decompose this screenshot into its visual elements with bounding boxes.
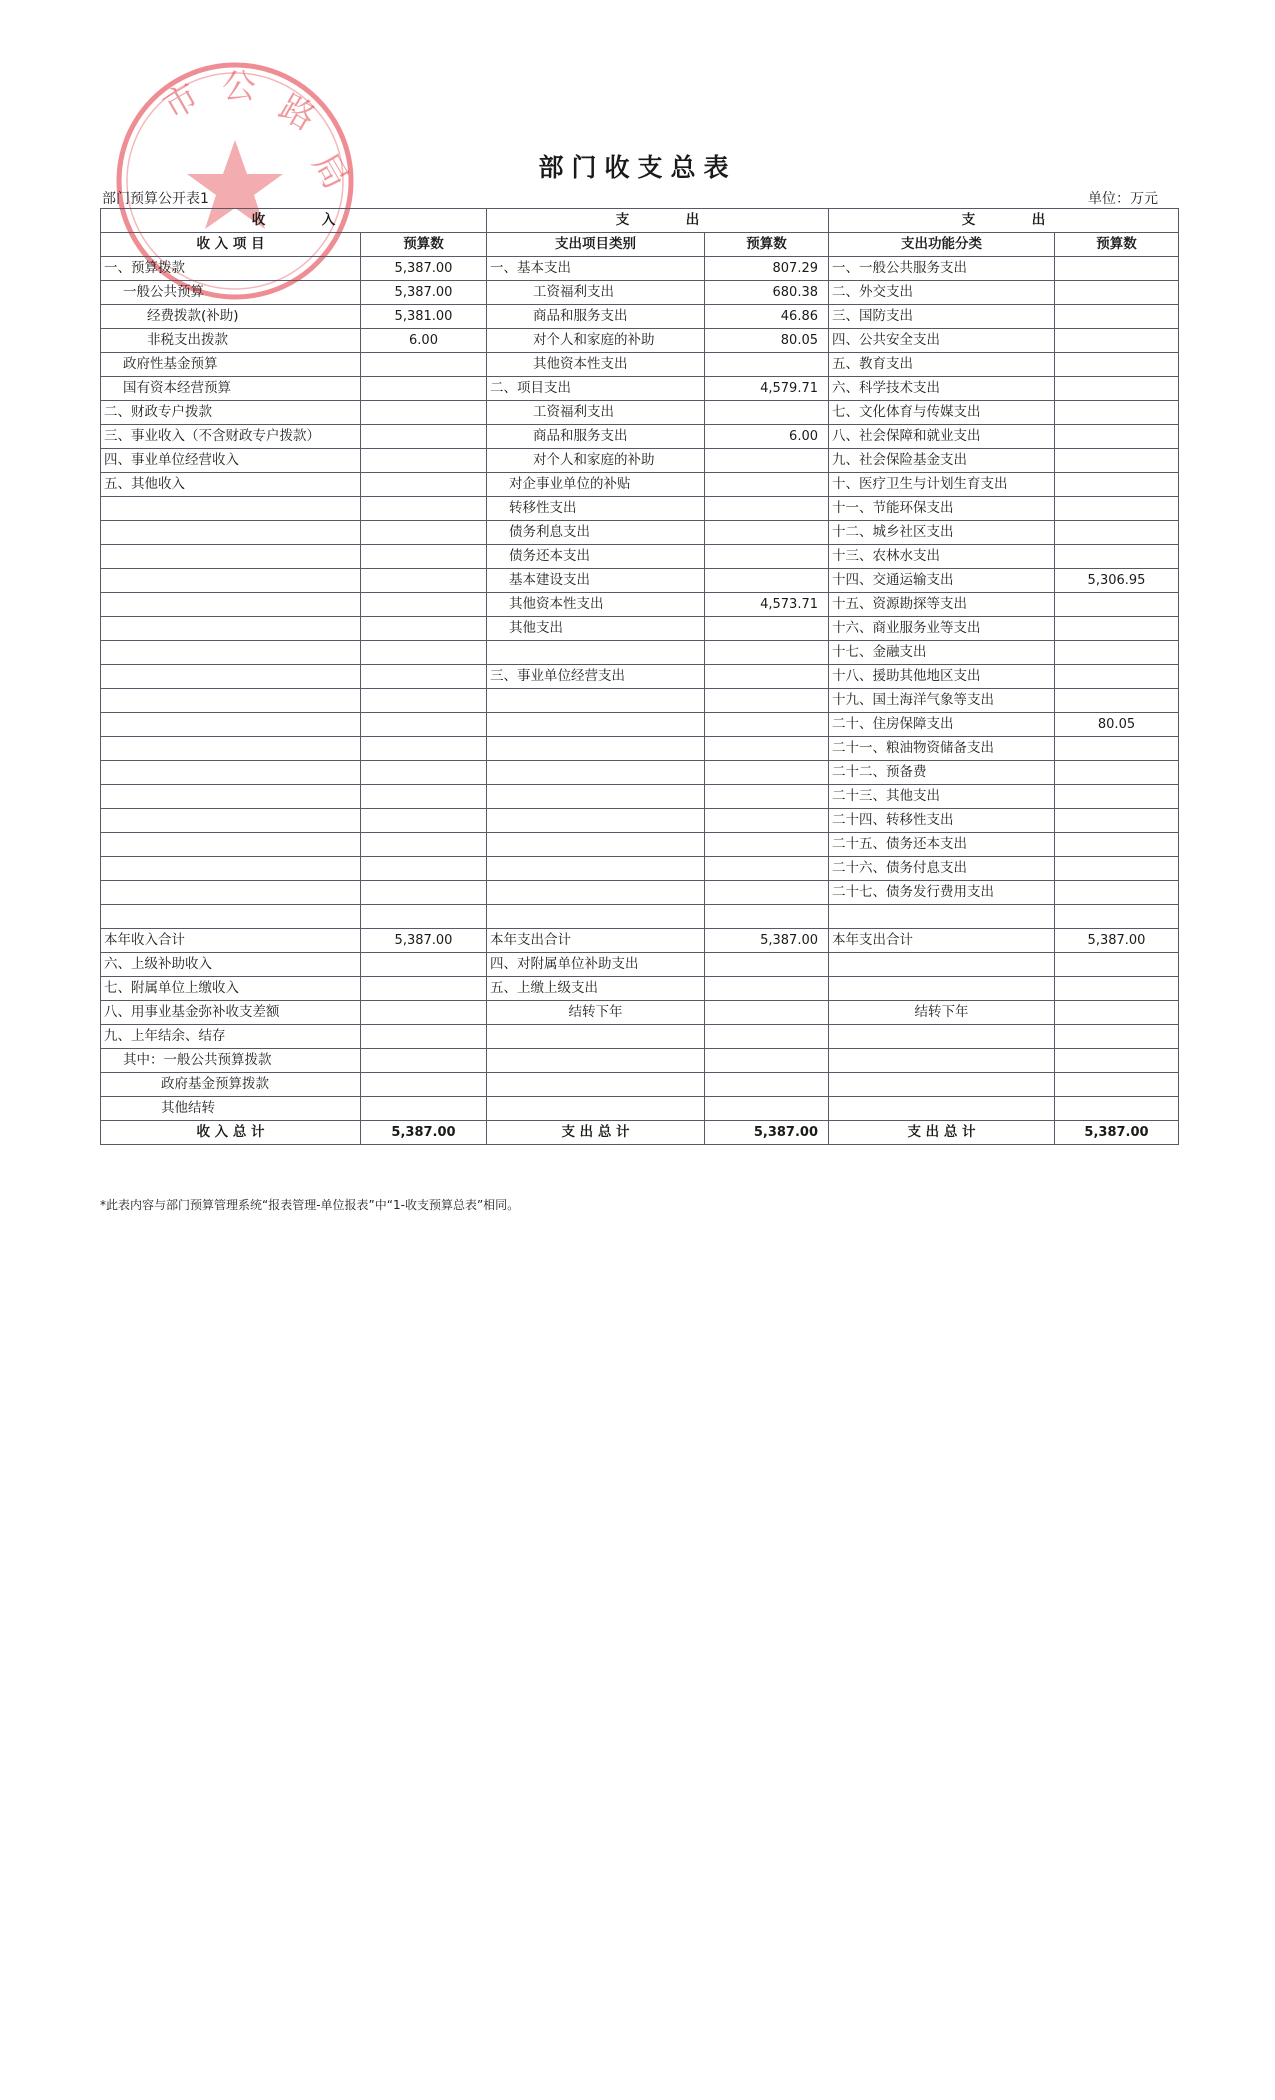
- table-row: [101, 1073, 1179, 1097]
- expense-item-cell: 对个人和家庭的补助: [487, 449, 705, 473]
- function-value-cell: 80.05: [1055, 713, 1179, 737]
- function-item-cell: 六、科学技术支出: [829, 377, 1055, 401]
- function-value-cell: 5,306.95: [1055, 569, 1179, 593]
- income-item-cell: 非税支出拨款: [101, 329, 361, 353]
- expense-item-cell: [487, 761, 705, 785]
- expense-item-cell: 四、对附属单位补助支出: [487, 953, 705, 977]
- income-item-cell: 其他结转: [101, 1097, 361, 1121]
- expense-value-cell: [705, 785, 829, 809]
- income-item-cell: [101, 857, 361, 881]
- table-row: [101, 977, 1179, 1001]
- expense-item-cell: [487, 857, 705, 881]
- income-value-cell: [361, 1097, 487, 1121]
- expense-item-cell: 二、项目支出: [487, 377, 705, 401]
- expense-value-cell: [705, 521, 829, 545]
- income-value-cell: [361, 785, 487, 809]
- expense-budget-header: 预算数: [705, 233, 829, 257]
- income-item-cell: [101, 569, 361, 593]
- table-row: [101, 737, 1179, 761]
- expense-value-cell: 4,579.71: [705, 377, 829, 401]
- table-row: [101, 809, 1179, 833]
- function-value-cell: [1055, 401, 1179, 425]
- income-value-cell: [361, 761, 487, 785]
- expense-item-cell: 工资福利支出: [487, 281, 705, 305]
- function-value-cell: [1055, 353, 1179, 377]
- function-value-cell: [1055, 761, 1179, 785]
- income-item-cell: [101, 761, 361, 785]
- table-row: [101, 401, 1179, 425]
- income-value-cell: [361, 713, 487, 737]
- income-item-cell: 九、上年结余、结存: [101, 1025, 361, 1049]
- table-row: [101, 953, 1179, 977]
- table-row: [101, 761, 1179, 785]
- expense-item-cell: 其他资本性支出: [487, 593, 705, 617]
- expense-value-cell: [705, 1001, 829, 1025]
- function-value-cell: [1055, 833, 1179, 857]
- function-item-cell: 十四、交通运输支出: [829, 569, 1055, 593]
- table-row: [101, 785, 1179, 809]
- function-value-cell: [1055, 857, 1179, 881]
- expense-value-cell: [705, 881, 829, 905]
- function-item-cell: 一、一般公共服务支出: [829, 257, 1055, 281]
- expense-section-header: 支 出: [487, 209, 829, 233]
- function-item-cell: 十、医疗卫生与计划生育支出: [829, 473, 1055, 497]
- function-item-cell: 十六、商业服务业等支出: [829, 617, 1055, 641]
- expense-value-cell: [705, 977, 829, 1001]
- expense-grand-total-value: 5,387.00: [705, 1121, 829, 1145]
- income-item-cell: [101, 641, 361, 665]
- table-row: [101, 305, 1179, 329]
- expense-value-cell: [705, 809, 829, 833]
- expense-value-cell: [705, 353, 829, 377]
- expense-item-cell: 基本建设支出: [487, 569, 705, 593]
- function-year-total-value: 5,387.00: [1055, 929, 1179, 953]
- function-item-cell: 二、外交支出: [829, 281, 1055, 305]
- function-value-cell: [1055, 689, 1179, 713]
- function-value-cell: [1055, 593, 1179, 617]
- expense-item-cell: [487, 1049, 705, 1073]
- income-value-cell: [361, 617, 487, 641]
- table-row: [101, 857, 1179, 881]
- function-item-cell: 十五、资源勘探等支出: [829, 593, 1055, 617]
- function-value-cell: [1055, 1001, 1179, 1025]
- table-row: [101, 377, 1179, 401]
- form-label: 部门预算公开表1: [102, 191, 209, 207]
- income-value-cell: 5,387.00: [361, 257, 487, 281]
- function-value-cell: [1055, 953, 1179, 977]
- function-value-cell: [1055, 617, 1179, 641]
- income-item-cell: 八、用事业基金弥补收支差额: [101, 1001, 361, 1025]
- expense-grand-total-label: 支 出 总 计: [487, 1121, 705, 1145]
- expense-item-cell: 其他支出: [487, 617, 705, 641]
- income-item-cell: [101, 545, 361, 569]
- section-header-row: [101, 209, 1179, 233]
- function-value-cell: [1055, 521, 1179, 545]
- function-item-cell: 十一、节能环保支出: [829, 497, 1055, 521]
- expense-item-cell: 结转下年: [487, 1001, 705, 1025]
- income-item-cell: [101, 881, 361, 905]
- expense-value-cell: 4,573.71: [705, 593, 829, 617]
- table-row: [101, 1025, 1179, 1049]
- function-item-cell: 五、教育支出: [829, 353, 1055, 377]
- income-item-cell: 政府性基金预算: [101, 353, 361, 377]
- expense-value-cell: [705, 401, 829, 425]
- income-item-cell: 其中：一般公共预算拨款: [101, 1049, 361, 1073]
- table-row: [101, 281, 1179, 305]
- function-value-cell: [1055, 881, 1179, 905]
- income-item-cell: [101, 905, 361, 929]
- function-value-cell: [1055, 1025, 1179, 1049]
- expense-value-cell: 680.38: [705, 281, 829, 305]
- table-row: [101, 1049, 1179, 1073]
- expense-value-cell: [705, 905, 829, 929]
- income-item-cell: 国有资本经营预算: [101, 377, 361, 401]
- table-row: [101, 905, 1179, 929]
- function-item-cell: 二十六、债务付息支出: [829, 857, 1055, 881]
- function-value-cell: [1055, 809, 1179, 833]
- function-year-total-label: 本年支出合计: [829, 929, 1055, 953]
- function-item-cell: [829, 1049, 1055, 1073]
- income-item-cell: 七、附属单位上缴收入: [101, 977, 361, 1001]
- function-value-cell: [1055, 977, 1179, 1001]
- expense-item-cell: 对企事业单位的补贴: [487, 473, 705, 497]
- expense-value-cell: 807.29: [705, 257, 829, 281]
- income-item-cell: 六、上级补助收入: [101, 953, 361, 977]
- svg-text:公: 公: [222, 67, 256, 107]
- income-value-cell: [361, 641, 487, 665]
- expense-item-cell: 商品和服务支出: [487, 305, 705, 329]
- table-row: [101, 257, 1179, 281]
- expense-item-cell: [487, 833, 705, 857]
- column-header-row: [101, 233, 1179, 257]
- function-item-cell: 二十七、债务发行费用支出: [829, 881, 1055, 905]
- income-item-cell: [101, 833, 361, 857]
- expense-value-cell: 80.05: [705, 329, 829, 353]
- table-row: [101, 353, 1179, 377]
- income-item-cell: 一般公共预算: [101, 281, 361, 305]
- expense-value-cell: [705, 857, 829, 881]
- income-value-cell: [361, 737, 487, 761]
- function-value-cell: [1055, 257, 1179, 281]
- income-item-cell: [101, 617, 361, 641]
- income-value-cell: [361, 473, 487, 497]
- expense-value-cell: [705, 1097, 829, 1121]
- function-value-cell: [1055, 305, 1179, 329]
- income-year-total-value: 5,387.00: [361, 929, 487, 953]
- function-value-cell: [1055, 473, 1179, 497]
- table-row: [101, 593, 1179, 617]
- income-grand-total-value: 5,387.00: [361, 1121, 487, 1145]
- income-item-cell: 五、其他收入: [101, 473, 361, 497]
- expense-value-cell: [705, 953, 829, 977]
- expense-value-cell: [705, 1049, 829, 1073]
- expense-item-cell: [487, 809, 705, 833]
- expense-item-cell: 三、事业单位经营支出: [487, 665, 705, 689]
- function-item-cell: 二十二、预备费: [829, 761, 1055, 785]
- expense-item-cell: [487, 1025, 705, 1049]
- unit-label: 单位：万元: [1088, 191, 1158, 207]
- income-item-header: 收 入 项 目: [101, 233, 361, 257]
- expense-item-cell: 债务利息支出: [487, 521, 705, 545]
- function-item-cell: 九、社会保险基金支出: [829, 449, 1055, 473]
- table-row: [101, 833, 1179, 857]
- income-value-cell: [361, 377, 487, 401]
- function-item-cell: 八、社会保障和就业支出: [829, 425, 1055, 449]
- income-value-cell: [361, 689, 487, 713]
- table-row: [101, 449, 1179, 473]
- function-item-cell: 十九、国土海洋气象等支出: [829, 689, 1055, 713]
- income-item-cell: [101, 809, 361, 833]
- expense-value-cell: [705, 761, 829, 785]
- table-row: [101, 1097, 1179, 1121]
- income-item-cell: [101, 665, 361, 689]
- expense-item-cell: [487, 785, 705, 809]
- budget-summary-table: [100, 208, 1179, 1145]
- function-item-cell: 七、文化体育与传媒支出: [829, 401, 1055, 425]
- table-row: [101, 425, 1179, 449]
- table-row: [101, 665, 1179, 689]
- income-value-cell: [361, 1073, 487, 1097]
- income-item-cell: [101, 785, 361, 809]
- income-value-cell: 5,387.00: [361, 281, 487, 305]
- function-value-cell: [1055, 641, 1179, 665]
- function-item-cell: 十八、援助其他地区支出: [829, 665, 1055, 689]
- income-item-cell: 三、事业收入（不含财政专户拨款）: [101, 425, 361, 449]
- table-row: [101, 881, 1179, 905]
- function-value-cell: [1055, 377, 1179, 401]
- function-item-cell: 十三、农林水支出: [829, 545, 1055, 569]
- expense-value-cell: 46.86: [705, 305, 829, 329]
- function-item-cell: 二十一、粮油物资储备支出: [829, 737, 1055, 761]
- function-value-cell: [1055, 425, 1179, 449]
- table-row: [101, 473, 1179, 497]
- income-value-cell: [361, 545, 487, 569]
- function-value-cell: [1055, 1097, 1179, 1121]
- expense-item-cell: [487, 905, 705, 929]
- function-item-cell: 十七、金融支出: [829, 641, 1055, 665]
- income-value-cell: [361, 521, 487, 545]
- table-row: [101, 689, 1179, 713]
- function-section-header: 支 出: [829, 209, 1179, 233]
- table-row: [101, 497, 1179, 521]
- income-item-cell: [101, 593, 361, 617]
- expense-item-cell: [487, 1097, 705, 1121]
- income-section-header: 收 入: [101, 209, 487, 233]
- function-item-cell: 十二、城乡社区支出: [829, 521, 1055, 545]
- expense-value-cell: 6.00: [705, 425, 829, 449]
- svg-text:局: 局: [304, 146, 356, 196]
- expense-item-cell: 转移性支出: [487, 497, 705, 521]
- income-value-cell: [361, 1049, 487, 1073]
- expense-year-total-value: 5,387.00: [705, 929, 829, 953]
- function-value-cell: [1055, 281, 1179, 305]
- grand-total-row: [101, 1121, 1179, 1145]
- income-item-cell: 经费拨款(补助): [101, 305, 361, 329]
- function-value-cell: [1055, 785, 1179, 809]
- income-item-cell: [101, 713, 361, 737]
- expense-item-cell: 工资福利支出: [487, 401, 705, 425]
- expense-value-cell: [705, 1073, 829, 1097]
- expense-item-cell: [487, 737, 705, 761]
- income-item-cell: [101, 497, 361, 521]
- income-value-cell: [361, 569, 487, 593]
- income-value-cell: 6.00: [361, 329, 487, 353]
- table-row: [101, 545, 1179, 569]
- income-value-cell: 5,381.00: [361, 305, 487, 329]
- function-value-cell: [1055, 449, 1179, 473]
- expense-item-cell: 五、上缴上级支出: [487, 977, 705, 1001]
- income-item-cell: [101, 689, 361, 713]
- expense-value-cell: [705, 473, 829, 497]
- expense-value-cell: [705, 641, 829, 665]
- income-value-cell: [361, 833, 487, 857]
- income-value-cell: [361, 593, 487, 617]
- table-row: [101, 329, 1179, 353]
- function-item-cell: 结转下年: [829, 1001, 1055, 1025]
- function-value-cell: [1055, 497, 1179, 521]
- function-item-cell: [829, 1097, 1055, 1121]
- income-value-cell: [361, 1001, 487, 1025]
- svg-text:市: 市: [156, 76, 206, 128]
- function-item-cell: [829, 977, 1055, 1001]
- expense-item-cell: 债务还本支出: [487, 545, 705, 569]
- income-item-cell: 二、财政专户拨款: [101, 401, 361, 425]
- function-item-cell: [829, 1073, 1055, 1097]
- expense-year-total-label: 本年支出合计: [487, 929, 705, 953]
- income-item-cell: 四、事业单位经营收入: [101, 449, 361, 473]
- function-item-cell: 二十三、其他支出: [829, 785, 1055, 809]
- income-value-cell: [361, 1025, 487, 1049]
- expense-item-cell: [487, 641, 705, 665]
- function-budget-header: 预算数: [1055, 233, 1179, 257]
- function-item-cell: [829, 953, 1055, 977]
- table-row: [101, 617, 1179, 641]
- expense-value-cell: [705, 1025, 829, 1049]
- expense-item-cell: 对个人和家庭的补助: [487, 329, 705, 353]
- svg-text:路: 路: [272, 87, 322, 139]
- function-grand-total-value: 5,387.00: [1055, 1121, 1179, 1145]
- income-value-cell: [361, 905, 487, 929]
- function-item-cell: 三、国防支出: [829, 305, 1055, 329]
- function-value-cell: [1055, 1049, 1179, 1073]
- expense-value-cell: [705, 569, 829, 593]
- income-grand-total-label: 收 入 总 计: [101, 1121, 361, 1145]
- page-title: 部门收支总表: [538, 153, 737, 182]
- function-value-cell: [1055, 905, 1179, 929]
- function-value-cell: [1055, 737, 1179, 761]
- function-item-cell: 二十四、转移性支出: [829, 809, 1055, 833]
- income-item-cell: 一、预算拨款: [101, 257, 361, 281]
- income-value-cell: [361, 449, 487, 473]
- function-item-cell: [829, 905, 1055, 929]
- table-row: [101, 713, 1179, 737]
- footnote: *此表内容与部门预算管理系统“报表管理-单位报表”中“1-收支预算总表”相同。: [100, 1198, 520, 1212]
- function-value-cell: [1055, 545, 1179, 569]
- income-item-cell: 政府基金预算拨款: [101, 1073, 361, 1097]
- expense-value-cell: [705, 545, 829, 569]
- income-value-cell: [361, 809, 487, 833]
- table-row: [101, 569, 1179, 593]
- table-row: [101, 1001, 1179, 1025]
- income-value-cell: [361, 953, 487, 977]
- expense-value-cell: [705, 449, 829, 473]
- expense-item-cell: 一、基本支出: [487, 257, 705, 281]
- function-item-cell: [829, 1025, 1055, 1049]
- expense-category-header: 支出项目类别: [487, 233, 705, 257]
- function-value-cell: [1055, 1073, 1179, 1097]
- year-total-row: [101, 929, 1179, 953]
- expense-value-cell: [705, 833, 829, 857]
- expense-item-cell: 商品和服务支出: [487, 425, 705, 449]
- income-value-cell: [361, 353, 487, 377]
- function-item-cell: 二十、住房保障支出: [829, 713, 1055, 737]
- income-value-cell: [361, 665, 487, 689]
- income-value-cell: [361, 977, 487, 1001]
- income-budget-header: 预算数: [361, 233, 487, 257]
- expense-item-cell: [487, 689, 705, 713]
- expense-item-cell: [487, 713, 705, 737]
- function-item-cell: 四、公共安全支出: [829, 329, 1055, 353]
- expense-item-cell: [487, 881, 705, 905]
- table-row: [101, 641, 1179, 665]
- income-value-cell: [361, 425, 487, 449]
- expense-item-cell: 其他资本性支出: [487, 353, 705, 377]
- income-value-cell: [361, 497, 487, 521]
- income-value-cell: [361, 401, 487, 425]
- expense-value-cell: [705, 665, 829, 689]
- function-category-header: 支出功能分类: [829, 233, 1055, 257]
- income-item-cell: [101, 737, 361, 761]
- table-row: [101, 521, 1179, 545]
- expense-item-cell: [487, 1073, 705, 1097]
- income-value-cell: [361, 881, 487, 905]
- function-item-cell: 二十五、债务还本支出: [829, 833, 1055, 857]
- expense-value-cell: [705, 689, 829, 713]
- expense-value-cell: [705, 617, 829, 641]
- income-value-cell: [361, 857, 487, 881]
- expense-value-cell: [705, 737, 829, 761]
- income-item-cell: [101, 521, 361, 545]
- function-value-cell: [1055, 329, 1179, 353]
- income-year-total-label: 本年收入合计: [101, 929, 361, 953]
- function-value-cell: [1055, 665, 1179, 689]
- expense-value-cell: [705, 497, 829, 521]
- expense-value-cell: [705, 713, 829, 737]
- function-grand-total-label: 支 出 总 计: [829, 1121, 1055, 1145]
